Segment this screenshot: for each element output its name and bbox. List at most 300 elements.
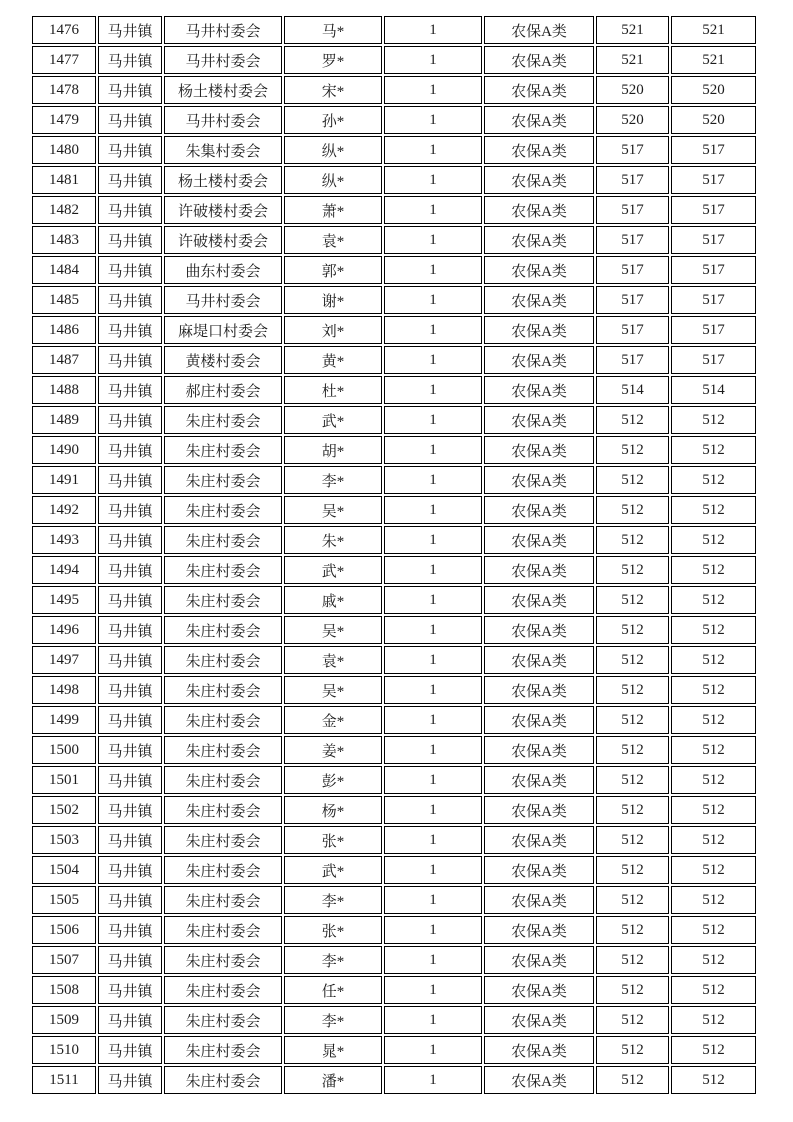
cell-serial-number: 1501 xyxy=(32,766,96,794)
cell-village-committee: 朱庄村委会 xyxy=(164,646,282,674)
cell-issued-amount: 517 xyxy=(671,226,756,254)
cell-town: 马井镇 xyxy=(98,226,162,254)
cell-category: 农保A类 xyxy=(484,166,594,194)
table-row xyxy=(32,376,756,404)
cell-serial-number: 1499 xyxy=(32,706,96,734)
cell-standard-amount: 517 xyxy=(596,346,669,374)
cell-category: 农保A类 xyxy=(484,106,594,134)
cell-village-committee: 朱庄村委会 xyxy=(164,886,282,914)
cell-issued-amount: 512 xyxy=(671,856,756,884)
cell-masked-name: 宋* xyxy=(284,76,382,104)
cell-standard-amount: 512 xyxy=(596,826,669,854)
cell-village-committee: 朱庄村委会 xyxy=(164,946,282,974)
cell-masked-name: 武* xyxy=(284,856,382,884)
cell-town: 马井镇 xyxy=(98,796,162,824)
cell-village-committee: 朱庄村委会 xyxy=(164,616,282,644)
cell-village-committee: 黄楼村委会 xyxy=(164,346,282,374)
table-row xyxy=(32,946,756,974)
cell-issued-amount: 517 xyxy=(671,316,756,344)
cell-serial-number: 1504 xyxy=(32,856,96,884)
cell-category: 农保A类 xyxy=(484,796,594,824)
cell-masked-name: 朱* xyxy=(284,526,382,554)
cell-town: 马井镇 xyxy=(98,916,162,944)
cell-town: 马井镇 xyxy=(98,106,162,134)
cell-category: 农保A类 xyxy=(484,286,594,314)
cell-category: 农保A类 xyxy=(484,856,594,884)
cell-standard-amount: 512 xyxy=(596,586,669,614)
cell-masked-name: 武* xyxy=(284,406,382,434)
cell-masked-name: 罗* xyxy=(284,46,382,74)
cell-standard-amount: 512 xyxy=(596,796,669,824)
cell-issued-amount: 512 xyxy=(671,676,756,704)
cell-person-count: 1 xyxy=(384,616,482,644)
cell-masked-name: 胡* xyxy=(284,436,382,464)
table-row xyxy=(32,286,756,314)
cell-person-count: 1 xyxy=(384,466,482,494)
cell-issued-amount: 512 xyxy=(671,796,756,824)
cell-standard-amount: 517 xyxy=(596,136,669,164)
cell-serial-number: 1495 xyxy=(32,586,96,614)
cell-standard-amount: 512 xyxy=(596,556,669,584)
cell-masked-name: 武* xyxy=(284,556,382,584)
cell-issued-amount: 517 xyxy=(671,166,756,194)
cell-category: 农保A类 xyxy=(484,556,594,584)
cell-person-count: 1 xyxy=(384,856,482,884)
cell-village-committee: 朱庄村委会 xyxy=(164,826,282,854)
table-row xyxy=(32,166,756,194)
cell-person-count: 1 xyxy=(384,436,482,464)
cell-category: 农保A类 xyxy=(484,346,594,374)
cell-standard-amount: 512 xyxy=(596,466,669,494)
cell-category: 农保A类 xyxy=(484,676,594,704)
cell-person-count: 1 xyxy=(384,586,482,614)
cell-serial-number: 1509 xyxy=(32,1006,96,1034)
table-row xyxy=(32,406,756,434)
cell-standard-amount: 517 xyxy=(596,196,669,224)
table-row xyxy=(32,586,756,614)
cell-village-committee: 曲东村委会 xyxy=(164,256,282,284)
cell-masked-name: 金* xyxy=(284,706,382,734)
cell-serial-number: 1506 xyxy=(32,916,96,944)
cell-issued-amount: 520 xyxy=(671,76,756,104)
table-row xyxy=(32,46,756,74)
table-row xyxy=(32,346,756,374)
cell-person-count: 1 xyxy=(384,256,482,284)
cell-person-count: 1 xyxy=(384,1036,482,1064)
cell-village-committee: 朱庄村委会 xyxy=(164,1066,282,1094)
cell-category: 农保A类 xyxy=(484,916,594,944)
cell-standard-amount: 514 xyxy=(596,376,669,404)
cell-person-count: 1 xyxy=(384,16,482,44)
cell-town: 马井镇 xyxy=(98,976,162,1004)
cell-village-committee: 马井村委会 xyxy=(164,46,282,74)
cell-standard-amount: 517 xyxy=(596,316,669,344)
cell-category: 农保A类 xyxy=(484,256,594,284)
cell-town: 马井镇 xyxy=(98,886,162,914)
cell-person-count: 1 xyxy=(384,46,482,74)
cell-category: 农保A类 xyxy=(484,976,594,1004)
cell-town: 马井镇 xyxy=(98,616,162,644)
cell-village-committee: 杨土楼村委会 xyxy=(164,166,282,194)
table-row xyxy=(32,136,756,164)
cell-standard-amount: 512 xyxy=(596,526,669,554)
cell-category: 农保A类 xyxy=(484,526,594,554)
cell-person-count: 1 xyxy=(384,736,482,764)
cell-category: 农保A类 xyxy=(484,16,594,44)
cell-town: 马井镇 xyxy=(98,736,162,764)
cell-serial-number: 1479 xyxy=(32,106,96,134)
cell-serial-number: 1483 xyxy=(32,226,96,254)
cell-town: 马井镇 xyxy=(98,496,162,524)
cell-issued-amount: 517 xyxy=(671,256,756,284)
cell-town: 马井镇 xyxy=(98,286,162,314)
cell-village-committee: 朱庄村委会 xyxy=(164,406,282,434)
cell-masked-name: 李* xyxy=(284,466,382,494)
cell-town: 马井镇 xyxy=(98,646,162,674)
cell-town: 马井镇 xyxy=(98,316,162,344)
cell-standard-amount: 512 xyxy=(596,916,669,944)
cell-issued-amount: 512 xyxy=(671,736,756,764)
cell-person-count: 1 xyxy=(384,316,482,344)
cell-town: 马井镇 xyxy=(98,706,162,734)
cell-town: 马井镇 xyxy=(98,946,162,974)
table-row xyxy=(32,556,756,584)
cell-serial-number: 1498 xyxy=(32,676,96,704)
cell-issued-amount: 512 xyxy=(671,586,756,614)
cell-issued-amount: 512 xyxy=(671,1006,756,1034)
cell-serial-number: 1486 xyxy=(32,316,96,344)
table-row xyxy=(32,1006,756,1034)
cell-standard-amount: 512 xyxy=(596,1066,669,1094)
cell-category: 农保A类 xyxy=(484,226,594,254)
cell-category: 农保A类 xyxy=(484,76,594,104)
cell-category: 农保A类 xyxy=(484,1036,594,1064)
cell-town: 马井镇 xyxy=(98,346,162,374)
cell-standard-amount: 512 xyxy=(596,706,669,734)
cell-standard-amount: 512 xyxy=(596,436,669,464)
cell-town: 马井镇 xyxy=(98,16,162,44)
cell-masked-name: 潘* xyxy=(284,1066,382,1094)
cell-masked-name: 萧* xyxy=(284,196,382,224)
cell-serial-number: 1491 xyxy=(32,466,96,494)
cell-village-committee: 朱庄村委会 xyxy=(164,856,282,884)
cell-issued-amount: 512 xyxy=(671,646,756,674)
cell-serial-number: 1476 xyxy=(32,16,96,44)
cell-masked-name: 姜* xyxy=(284,736,382,764)
cell-masked-name: 刘* xyxy=(284,316,382,344)
cell-issued-amount: 517 xyxy=(671,136,756,164)
cell-standard-amount: 517 xyxy=(596,286,669,314)
cell-masked-name: 吴* xyxy=(284,676,382,704)
cell-category: 农保A类 xyxy=(484,766,594,794)
cell-person-count: 1 xyxy=(384,286,482,314)
table-row xyxy=(32,856,756,884)
table-row xyxy=(32,526,756,554)
cell-masked-name: 郭* xyxy=(284,256,382,284)
cell-person-count: 1 xyxy=(384,106,482,134)
cell-serial-number: 1503 xyxy=(32,826,96,854)
cell-serial-number: 1478 xyxy=(32,76,96,104)
cell-person-count: 1 xyxy=(384,976,482,1004)
cell-serial-number: 1507 xyxy=(32,946,96,974)
cell-person-count: 1 xyxy=(384,646,482,674)
cell-village-committee: 郝庄村委会 xyxy=(164,376,282,404)
cell-masked-name: 黄* xyxy=(284,346,382,374)
cell-town: 马井镇 xyxy=(98,1006,162,1034)
table-row xyxy=(32,196,756,224)
cell-masked-name: 袁* xyxy=(284,226,382,254)
table-row xyxy=(32,886,756,914)
table-row xyxy=(32,916,756,944)
cell-town: 马井镇 xyxy=(98,526,162,554)
cell-category: 农保A类 xyxy=(484,826,594,854)
cell-standard-amount: 512 xyxy=(596,406,669,434)
table-row xyxy=(32,466,756,494)
cell-standard-amount: 512 xyxy=(596,1036,669,1064)
cell-issued-amount: 512 xyxy=(671,1036,756,1064)
cell-category: 农保A类 xyxy=(484,436,594,464)
cell-person-count: 1 xyxy=(384,496,482,524)
cell-person-count: 1 xyxy=(384,556,482,584)
cell-serial-number: 1511 xyxy=(32,1066,96,1094)
cell-serial-number: 1485 xyxy=(32,286,96,314)
cell-issued-amount: 512 xyxy=(671,916,756,944)
cell-serial-number: 1488 xyxy=(32,376,96,404)
table-row xyxy=(32,976,756,1004)
cell-village-committee: 朱庄村委会 xyxy=(164,976,282,1004)
cell-village-committee: 朱庄村委会 xyxy=(164,496,282,524)
cell-serial-number: 1484 xyxy=(32,256,96,284)
cell-person-count: 1 xyxy=(384,196,482,224)
cell-issued-amount: 512 xyxy=(671,766,756,794)
cell-issued-amount: 512 xyxy=(671,616,756,644)
cell-village-committee: 朱庄村委会 xyxy=(164,706,282,734)
cell-standard-amount: 517 xyxy=(596,166,669,194)
cell-category: 农保A类 xyxy=(484,1006,594,1034)
cell-category: 农保A类 xyxy=(484,616,594,644)
table-row xyxy=(32,706,756,734)
cell-serial-number: 1510 xyxy=(32,1036,96,1064)
cell-village-committee: 朱庄村委会 xyxy=(164,586,282,614)
cell-standard-amount: 512 xyxy=(596,736,669,764)
pension-roster-table xyxy=(30,14,758,1096)
cell-category: 农保A类 xyxy=(484,646,594,674)
cell-standard-amount: 512 xyxy=(596,1006,669,1034)
cell-standard-amount: 512 xyxy=(596,496,669,524)
cell-standard-amount: 521 xyxy=(596,16,669,44)
cell-town: 马井镇 xyxy=(98,1036,162,1064)
cell-village-committee: 朱庄村委会 xyxy=(164,676,282,704)
table-row xyxy=(32,736,756,764)
cell-serial-number: 1500 xyxy=(32,736,96,764)
cell-standard-amount: 520 xyxy=(596,76,669,104)
cell-serial-number: 1481 xyxy=(32,166,96,194)
cell-town: 马井镇 xyxy=(98,466,162,494)
cell-category: 农保A类 xyxy=(484,586,594,614)
cell-person-count: 1 xyxy=(384,706,482,734)
cell-serial-number: 1502 xyxy=(32,796,96,824)
cell-masked-name: 戚* xyxy=(284,586,382,614)
cell-masked-name: 李* xyxy=(284,886,382,914)
cell-issued-amount: 512 xyxy=(671,406,756,434)
cell-category: 农保A类 xyxy=(484,886,594,914)
cell-standard-amount: 512 xyxy=(596,946,669,974)
cell-category: 农保A类 xyxy=(484,946,594,974)
cell-serial-number: 1487 xyxy=(32,346,96,374)
cell-town: 马井镇 xyxy=(98,676,162,704)
cell-town: 马井镇 xyxy=(98,46,162,74)
cell-category: 农保A类 xyxy=(484,1066,594,1094)
cell-serial-number: 1480 xyxy=(32,136,96,164)
cell-village-committee: 麻堤口村委会 xyxy=(164,316,282,344)
cell-village-committee: 许破楼村委会 xyxy=(164,226,282,254)
cell-issued-amount: 512 xyxy=(671,946,756,974)
cell-category: 农保A类 xyxy=(484,196,594,224)
cell-serial-number: 1477 xyxy=(32,46,96,74)
cell-masked-name: 吴* xyxy=(284,496,382,524)
cell-issued-amount: 512 xyxy=(671,826,756,854)
cell-serial-number: 1482 xyxy=(32,196,96,224)
cell-category: 农保A类 xyxy=(484,706,594,734)
cell-standard-amount: 512 xyxy=(596,856,669,884)
cell-serial-number: 1490 xyxy=(32,436,96,464)
cell-town: 马井镇 xyxy=(98,766,162,794)
cell-masked-name: 谢* xyxy=(284,286,382,314)
cell-standard-amount: 512 xyxy=(596,676,669,704)
cell-person-count: 1 xyxy=(384,766,482,794)
cell-standard-amount: 512 xyxy=(596,766,669,794)
cell-masked-name: 彭* xyxy=(284,766,382,794)
cell-town: 马井镇 xyxy=(98,166,162,194)
cell-person-count: 1 xyxy=(384,136,482,164)
table-row xyxy=(32,676,756,704)
cell-masked-name: 袁* xyxy=(284,646,382,674)
cell-issued-amount: 512 xyxy=(671,526,756,554)
cell-serial-number: 1489 xyxy=(32,406,96,434)
cell-issued-amount: 512 xyxy=(671,466,756,494)
table-row xyxy=(32,496,756,524)
cell-town: 马井镇 xyxy=(98,826,162,854)
cell-standard-amount: 521 xyxy=(596,46,669,74)
cell-town: 马井镇 xyxy=(98,436,162,464)
cell-issued-amount: 517 xyxy=(671,286,756,314)
cell-category: 农保A类 xyxy=(484,376,594,404)
cell-masked-name: 纵* xyxy=(284,136,382,164)
cell-standard-amount: 512 xyxy=(596,886,669,914)
cell-village-committee: 马井村委会 xyxy=(164,286,282,314)
cell-issued-amount: 517 xyxy=(671,346,756,374)
cell-person-count: 1 xyxy=(384,226,482,254)
cell-village-committee: 朱集村委会 xyxy=(164,136,282,164)
cell-village-committee: 朱庄村委会 xyxy=(164,766,282,794)
cell-town: 马井镇 xyxy=(98,556,162,584)
cell-person-count: 1 xyxy=(384,826,482,854)
cell-town: 马井镇 xyxy=(98,406,162,434)
cell-village-committee: 杨土楼村委会 xyxy=(164,76,282,104)
cell-village-committee: 朱庄村委会 xyxy=(164,526,282,554)
cell-village-committee: 朱庄村委会 xyxy=(164,1006,282,1034)
cell-town: 马井镇 xyxy=(98,136,162,164)
cell-issued-amount: 512 xyxy=(671,436,756,464)
cell-person-count: 1 xyxy=(384,916,482,944)
cell-village-committee: 朱庄村委会 xyxy=(164,556,282,584)
cell-category: 农保A类 xyxy=(484,316,594,344)
cell-category: 农保A类 xyxy=(484,736,594,764)
table-row xyxy=(32,436,756,464)
cell-person-count: 1 xyxy=(384,346,482,374)
table-row xyxy=(32,1036,756,1064)
cell-masked-name: 杜* xyxy=(284,376,382,404)
cell-standard-amount: 512 xyxy=(596,616,669,644)
cell-village-committee: 朱庄村委会 xyxy=(164,436,282,464)
cell-village-committee: 朱庄村委会 xyxy=(164,736,282,764)
cell-standard-amount: 520 xyxy=(596,106,669,134)
cell-serial-number: 1494 xyxy=(32,556,96,584)
cell-person-count: 1 xyxy=(384,1006,482,1034)
cell-person-count: 1 xyxy=(384,406,482,434)
cell-serial-number: 1493 xyxy=(32,526,96,554)
table-row xyxy=(32,616,756,644)
table-row xyxy=(32,106,756,134)
cell-person-count: 1 xyxy=(384,526,482,554)
cell-masked-name: 吴* xyxy=(284,616,382,644)
cell-issued-amount: 512 xyxy=(671,976,756,1004)
table-row xyxy=(32,76,756,104)
table-row xyxy=(32,766,756,794)
table-row xyxy=(32,1066,756,1094)
cell-town: 马井镇 xyxy=(98,376,162,404)
cell-village-committee: 朱庄村委会 xyxy=(164,796,282,824)
cell-serial-number: 1505 xyxy=(32,886,96,914)
cell-serial-number: 1497 xyxy=(32,646,96,674)
cell-masked-name: 马* xyxy=(284,16,382,44)
cell-masked-name: 晁* xyxy=(284,1036,382,1064)
cell-person-count: 1 xyxy=(384,76,482,104)
cell-category: 农保A类 xyxy=(484,496,594,524)
cell-issued-amount: 512 xyxy=(671,706,756,734)
cell-person-count: 1 xyxy=(384,886,482,914)
cell-issued-amount: 521 xyxy=(671,16,756,44)
cell-masked-name: 李* xyxy=(284,946,382,974)
cell-issued-amount: 512 xyxy=(671,1066,756,1094)
cell-town: 马井镇 xyxy=(98,256,162,284)
cell-category: 农保A类 xyxy=(484,406,594,434)
cell-person-count: 1 xyxy=(384,1066,482,1094)
cell-standard-amount: 512 xyxy=(596,976,669,1004)
cell-village-committee: 马井村委会 xyxy=(164,16,282,44)
cell-person-count: 1 xyxy=(384,676,482,704)
cell-village-committee: 朱庄村委会 xyxy=(164,916,282,944)
cell-masked-name: 李* xyxy=(284,1006,382,1034)
cell-issued-amount: 512 xyxy=(671,496,756,524)
cell-issued-amount: 512 xyxy=(671,556,756,584)
table-row xyxy=(32,646,756,674)
cell-town: 马井镇 xyxy=(98,1066,162,1094)
cell-village-committee: 马井村委会 xyxy=(164,106,282,134)
cell-village-committee: 许破楼村委会 xyxy=(164,196,282,224)
cell-person-count: 1 xyxy=(384,166,482,194)
cell-category: 农保A类 xyxy=(484,46,594,74)
cell-issued-amount: 521 xyxy=(671,46,756,74)
cell-serial-number: 1496 xyxy=(32,616,96,644)
cell-town: 马井镇 xyxy=(98,856,162,884)
cell-village-committee: 朱庄村委会 xyxy=(164,1036,282,1064)
cell-person-count: 1 xyxy=(384,946,482,974)
cell-village-committee: 朱庄村委会 xyxy=(164,466,282,494)
cell-serial-number: 1492 xyxy=(32,496,96,524)
table-body xyxy=(32,16,756,1094)
cell-issued-amount: 512 xyxy=(671,886,756,914)
